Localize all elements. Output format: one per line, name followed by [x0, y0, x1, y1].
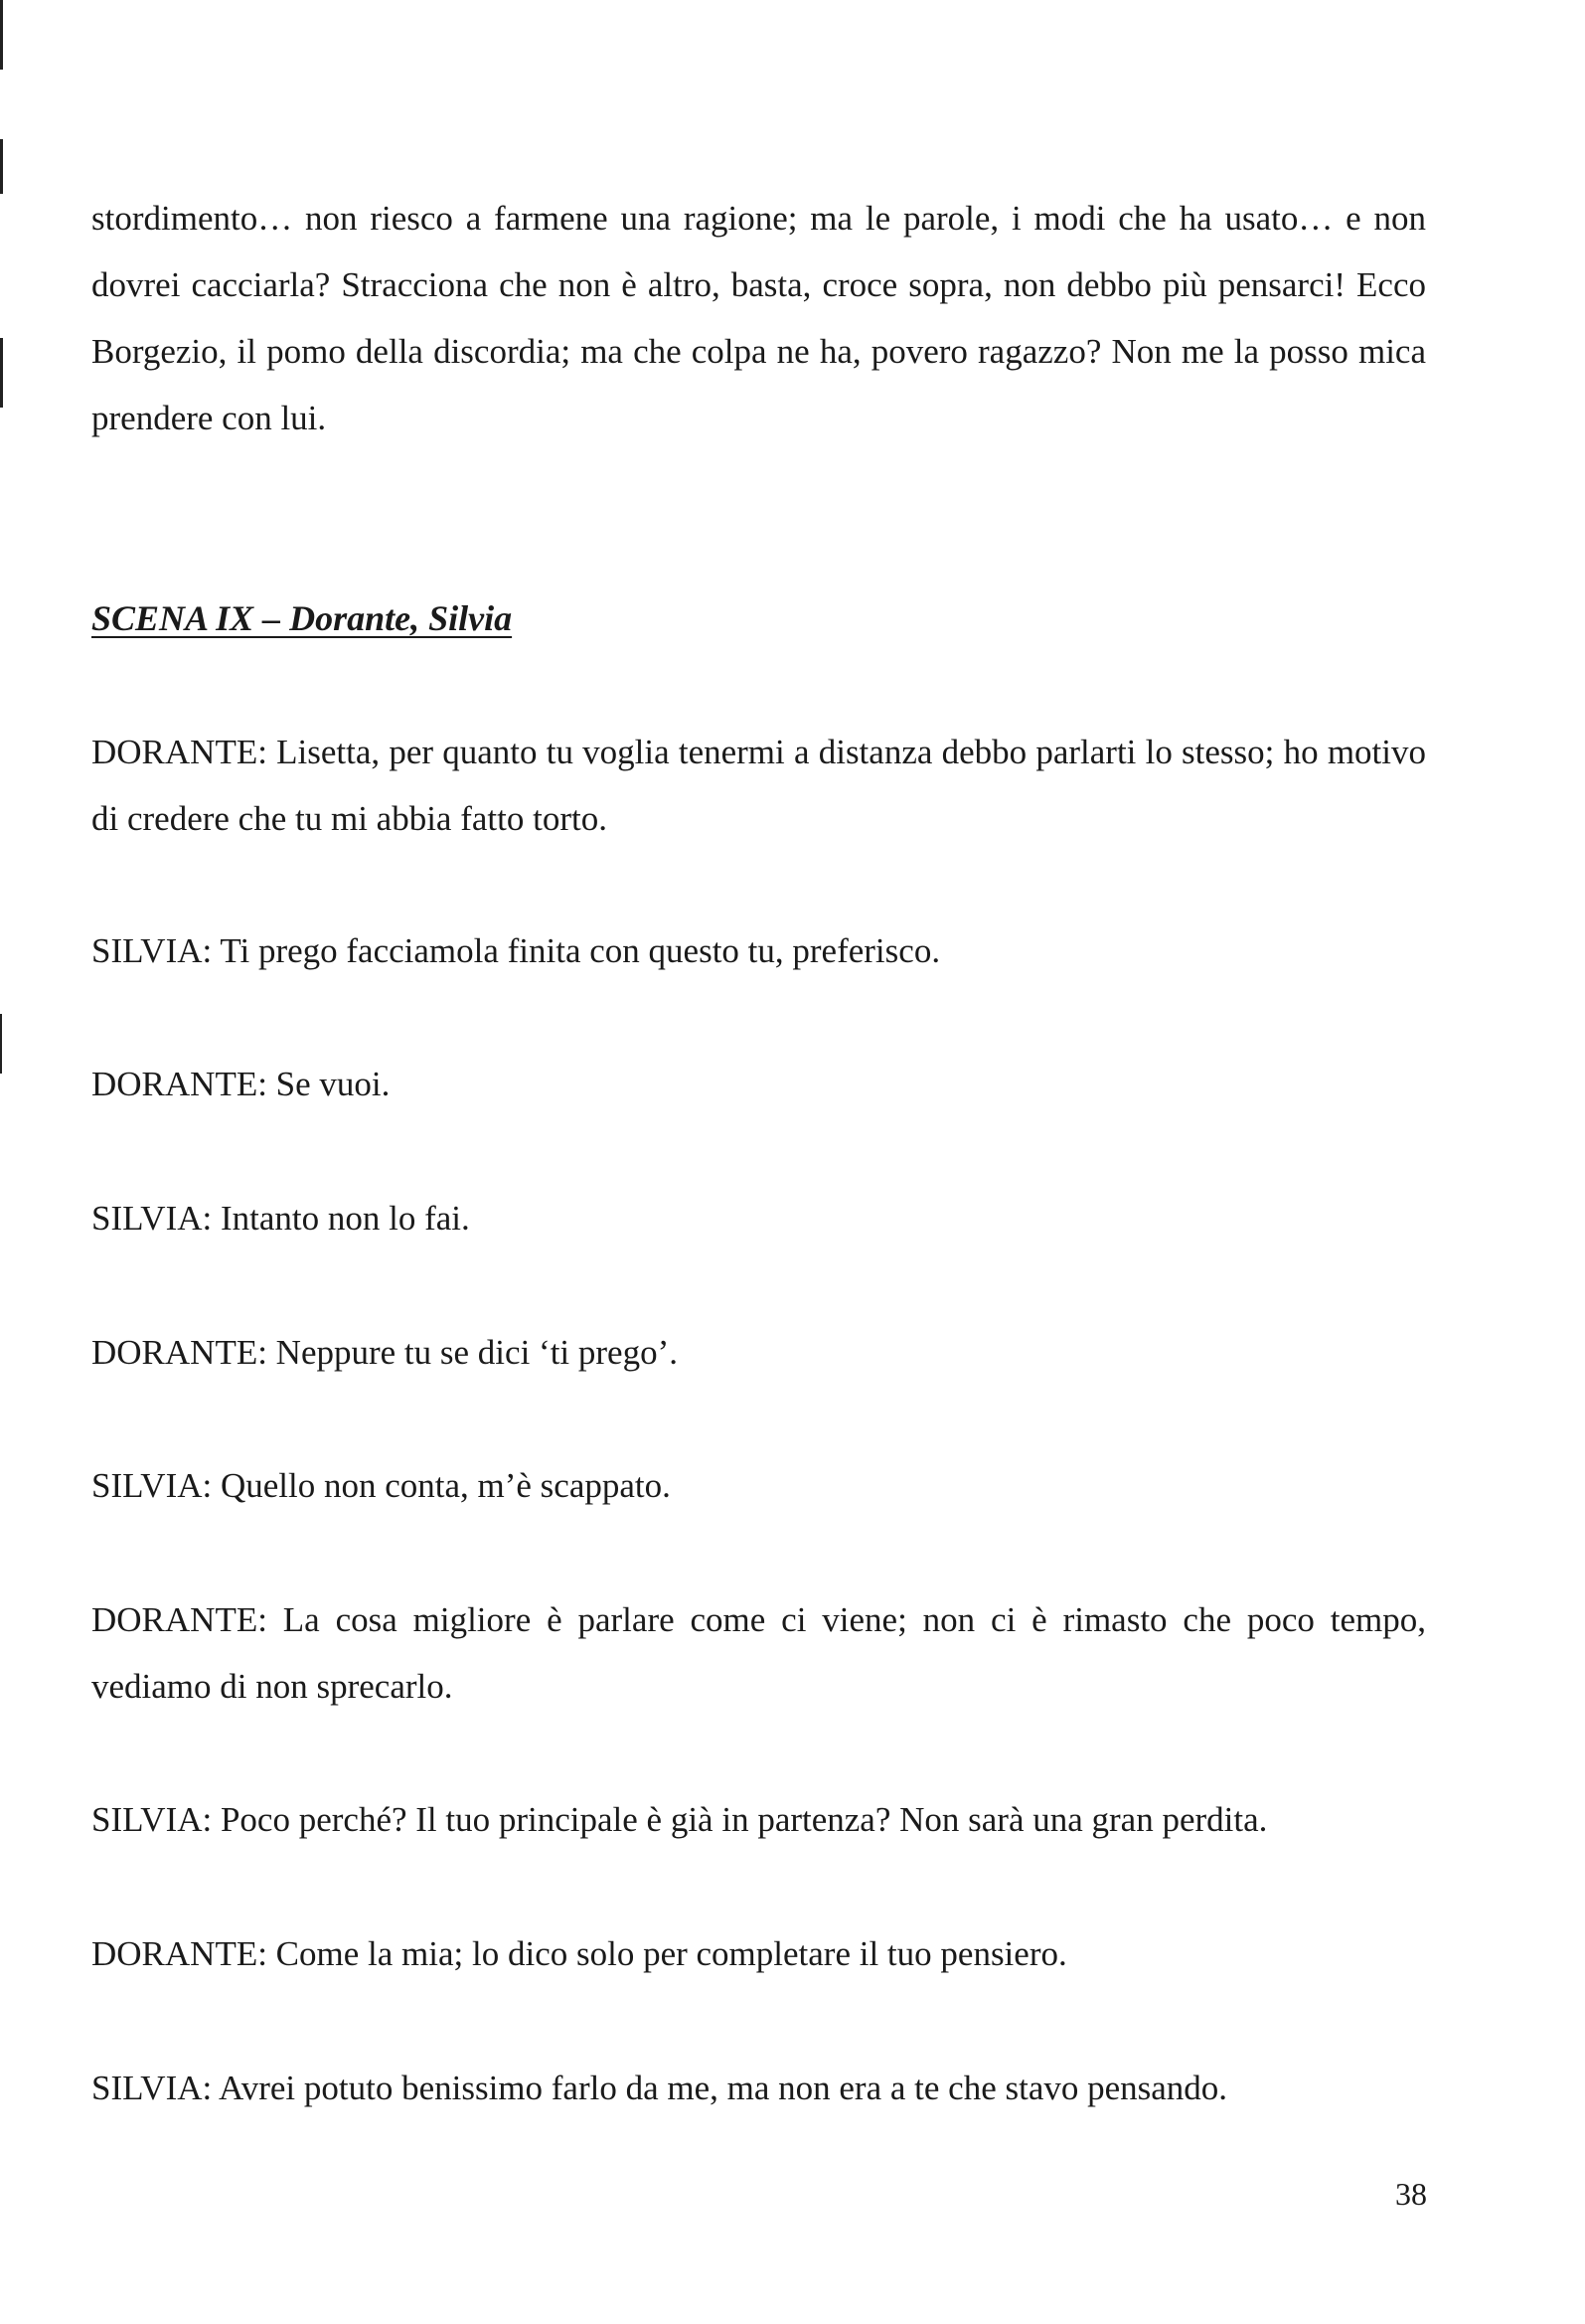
continuation-paragraph: stordimento… non riesco a farmene una ragione; ma le parole, i modi che ha usato… e non dovrei cacciarla? Stracciona che non è altro, basta, croce sopra, non debbo più pensarci! Ecco Borgezio, il pomo della discordia; ma che colpa ne ha, povero ragazzo? Non me la posso mica prendere con lui.	[91, 199, 1426, 437]
page-number: 38	[1395, 2176, 1427, 2212]
dialogue-line-silvia: SILVIA: Poco perché? Il tuo principale è già in partenza? Non sarà una gran perdita.	[91, 1800, 1268, 1839]
scan-edge-mark	[0, 0, 3, 70]
dialogue-line-dorante: DORANTE: Lisetta, per quanto tu voglia tenermi a distanza debbo parlarti lo stesso; ho motivo di credere che tu mi abbia fatto torto.	[91, 733, 1426, 838]
dialogue-line-dorante: DORANTE: Se vuoi.	[91, 1065, 391, 1103]
dialogue-line-silvia: SILVIA: Avrei potuto benissimo farlo da me, ma non era a te che stavo pensando.	[91, 2069, 1228, 2107]
dialogue-line-dorante: DORANTE: Neppure tu se dici ‘ti prego’.	[91, 1333, 678, 1372]
dialogue-line-dorante: DORANTE: Come la mia; lo dico solo per completare il tuo pensiero.	[91, 1934, 1067, 1973]
scan-edge-mark	[0, 139, 3, 194]
scan-edge-mark	[0, 1014, 2, 1074]
dialogue-line-silvia: SILVIA: Intanto non lo fai.	[91, 1199, 470, 1238]
dialogue-line-silvia: SILVIA: Ti prego facciamola finita con questo tu, preferisco.	[91, 931, 941, 970]
scene-heading: SCENA IX – Dorante, Silvia	[91, 598, 513, 638]
dialogue-line-silvia: SILVIA: Quello non conta, m’è scappato.	[91, 1466, 671, 1505]
scan-edge-mark	[0, 338, 3, 408]
dialogue-line-dorante: DORANTE: La cosa migliore è parlare come ci viene; non ci è rimasto che poco tempo, vediamo di non sprecarlo.	[91, 1600, 1426, 1706]
